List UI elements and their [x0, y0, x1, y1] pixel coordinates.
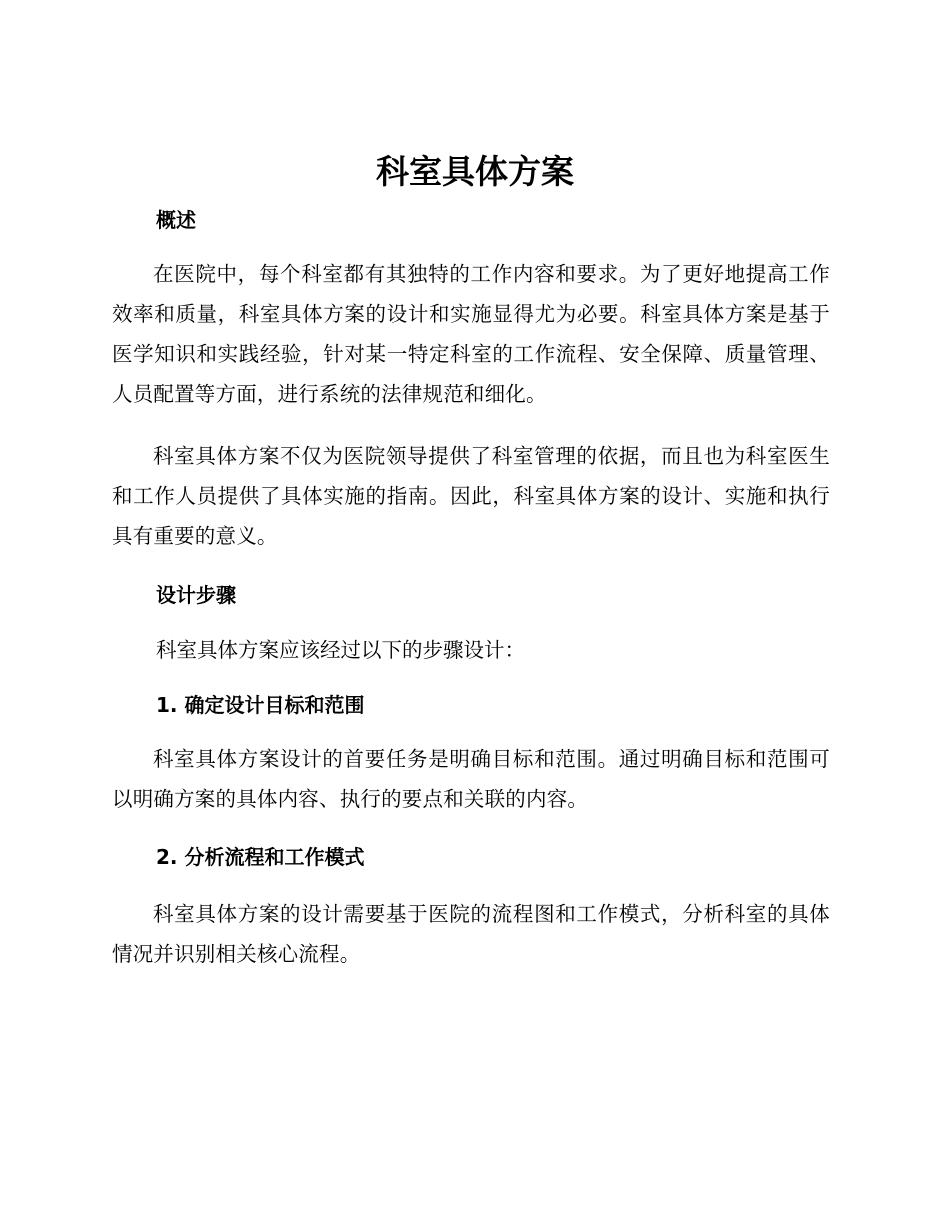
section-heading-overview: 概述 [156, 208, 196, 232]
document-title: 科室具体方案 [376, 152, 574, 191]
section-heading-design-steps: 设计步骤 [156, 583, 236, 607]
step-1-heading: 1. 确定设计目标和范围 [156, 693, 365, 717]
design-steps-intro: 科室具体方案应该经过以下的步骤设计： [156, 638, 525, 662]
step-2-paragraph: 科室具体方案的设计需要基于医院的流程图和工作模式，分析科室的具体情况并识别相关核心流程。 [112, 902, 830, 966]
overview-paragraph-2: 科室具体方案不仅为医院领导提供了科室管理的依据，而且也为科室医生和工作人员提供了具体实施的指南。因此，科室具体方案的设计、实施和执行具有重要的意义。 [112, 444, 830, 548]
step-2-heading: 2. 分析流程和工作模式 [156, 845, 365, 869]
overview-paragraph-1: 在医院中，每个科室都有其独特的工作内容和要求。为了更好地提高工作效率和质量，科室具体方案的设计和实施显得尤为必要。科室具体方案是基于医学知识和实践经验，针对某一特定科室的工作流程、安全保障、质量管理、人员配置等方面，进行系统的法律规范和细化。 [112, 262, 830, 406]
step-1-paragraph: 科室具体方案设计的首要任务是明确目标和范围。通过明确目标和范围可以明确方案的具体内容、执行的要点和关联的内容。 [112, 747, 830, 811]
